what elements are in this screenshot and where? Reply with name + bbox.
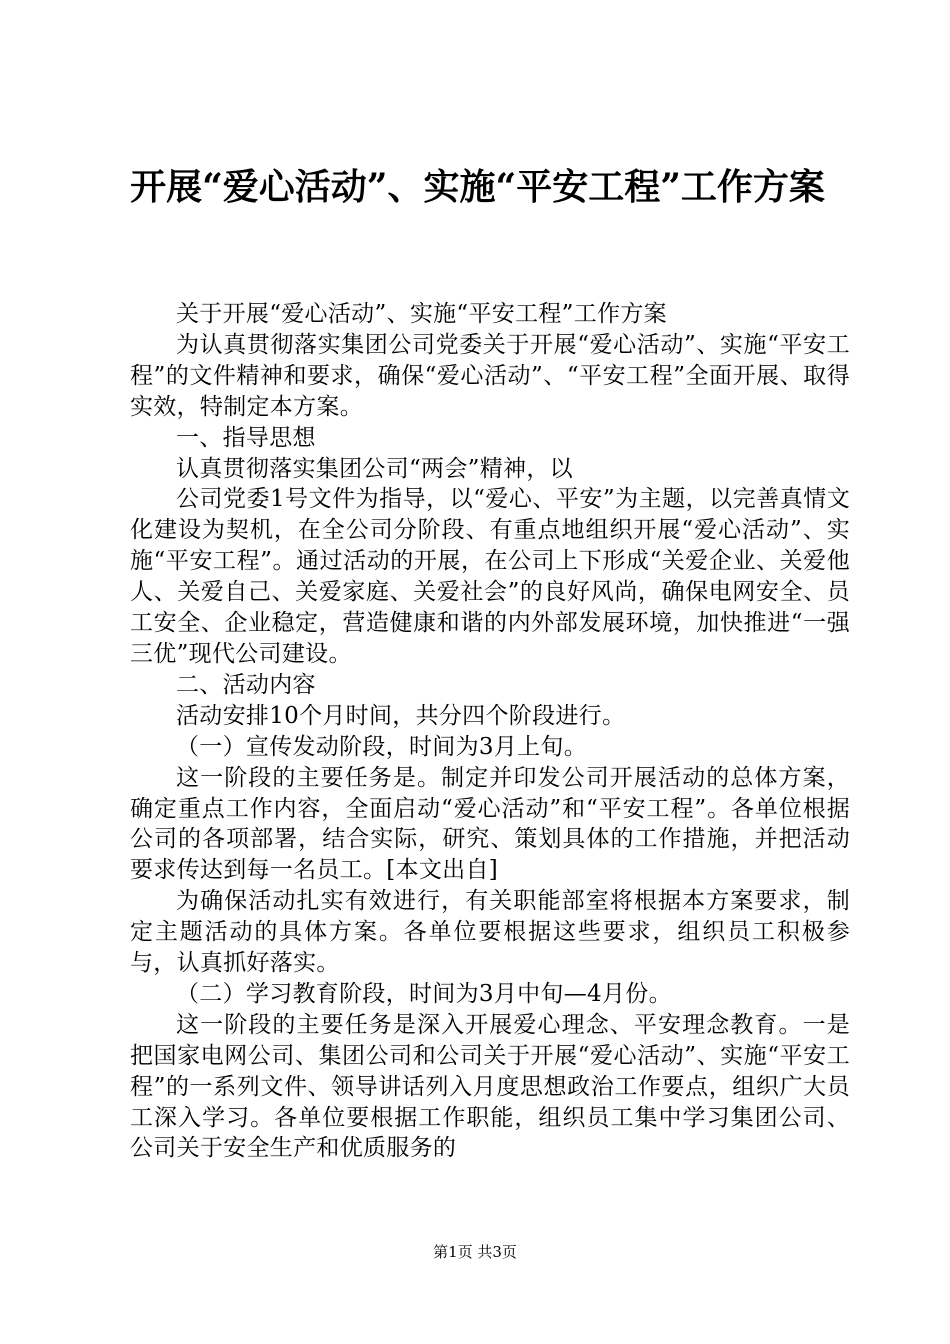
section-heading-activity-content: 二、活动内容: [176, 671, 316, 698]
paragraph-intro: 为认真贯彻落实集团公司党委关于开展“爱心活动”、实施“平安工程”的文件精神和要求，确保“爱心活动”、“平安工程”全面开展、取得实效，特制定本方案。: [130, 331, 850, 420]
document-title: 开展“爱心活动”、实施“平安工程”工作方案: [130, 166, 825, 208]
paragraph-stage-1-task: 这一阶段的主要任务是。制定并印发公司开展活动的总体方案，确定重点工作内容，全面启动“爱心活动”和“平安工程”。各单位根据公司的各项部署，结合实际，研究、策划具体的工作措施，并把活动要求传达到每一名员工。[本文出自]: [130, 764, 850, 884]
page-footer: 第1页 共3页: [433, 1243, 517, 1261]
paragraph-schedule: 活动安排10个月时间，共分四个阶段进行。: [176, 702, 626, 729]
stage-heading-2: （二）学习教育阶段，时间为3月中旬—4月份。: [176, 980, 672, 1007]
paragraph-stage-1-assurance: 为确保活动扎实有效进行，有关职能部室将根据本方案要求，制定主题活动的具体方案。各单位要根据这些要求，组织员工积极参与，认真抓好落实。: [130, 888, 850, 977]
stage-heading-1: （一）宣传发动阶段，时间为3月上旬。: [176, 733, 588, 760]
section-heading-guiding-thought: 一、指导思想: [176, 424, 316, 451]
paragraph-guiding-2: 公司党委1号文件为指导，以“爱心、平安”为主题，以完善真情文化建设为契机，在全公司分阶段、有重点地组织开展“爱心活动”、实施“平安工程”。通过活动的开展，在公司上下形成“关爱企业、关爱他人、关爱自己、关爱家庭、关爱社会”的良好风尚，确保电网安全、员工安全、企业稳定，营造健康和谐的内外部发展环境，加快推进“一强三优”现代公司建设。: [130, 486, 850, 667]
document-body: [130, 299, 850, 1164]
paragraph-stage-2-task: 这一阶段的主要任务是深入开展爱心理念、平安理念教育。一是把国家电网公司、集团公司和公司关于开展“爱心活动”、实施“平安工程”的一系列文件、领导讲话列入月度思想政治工作要点，组织广大员工深入学习。各单位要根据工作职能，组织员工集中学习集团公司、公司关于安全生产和优质服务的: [130, 1011, 850, 1162]
paragraph-guiding-1: 认真贯彻落实集团公司“两会”精神，以: [176, 455, 573, 482]
paragraph-heading-line: 关于开展“爱心活动”、实施“平安工程”工作方案: [176, 301, 667, 327]
